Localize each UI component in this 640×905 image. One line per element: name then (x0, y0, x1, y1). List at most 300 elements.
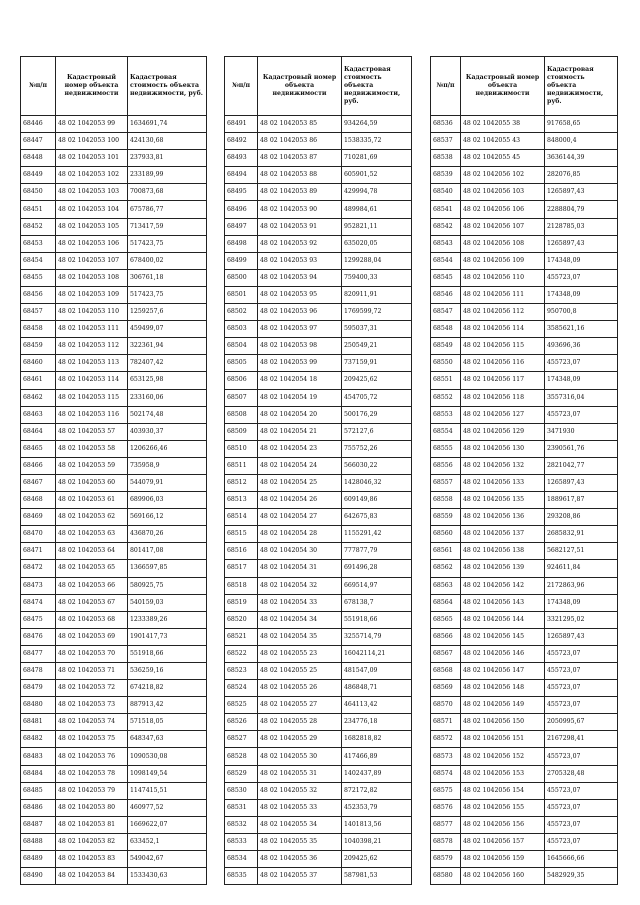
row-number: 68453 (21, 235, 56, 252)
header-cadastral-number: Кадастровый номер объекта недвижимости (258, 57, 342, 116)
table-row (225, 372, 412, 389)
cadastral-value: 1634691,74 (128, 116, 207, 133)
cadastral-number: 48 02 1042056 147 (461, 663, 545, 680)
cadastral-number: 48 02 1042056 112 (461, 304, 545, 321)
cadastral-number: 48 02 1042056 153 (461, 765, 545, 782)
row-number: 68558 (431, 492, 461, 509)
row-number: 68565 (431, 611, 461, 628)
cadastral-number: 48 02 1042053 107 (56, 252, 128, 269)
cadastral-value: 737159,91 (342, 355, 412, 372)
row-number: 68448 (21, 150, 56, 167)
cadastral-number: 48 02 1042053 91 (258, 218, 342, 235)
table-row (21, 816, 207, 833)
table-row (21, 235, 207, 252)
table-row (225, 218, 412, 235)
cadastral-number: 48 02 1042056 137 (461, 526, 545, 543)
cadastral-number: 48 02 1042053 89 (258, 184, 342, 201)
row-number: 68488 (21, 833, 56, 850)
cadastral-value: 1040398,21 (342, 833, 412, 850)
cadastral-number: 48 02 1042056 114 (461, 321, 545, 338)
cadastral-value: 1769599,72 (342, 304, 412, 321)
cadastral-value: 675786,77 (128, 201, 207, 218)
header-cadastral-value: Кадастровая стоимость объекта недвижимости, руб. (545, 57, 618, 116)
row-number: 68537 (431, 133, 461, 150)
cadastral-value: 455723,07 (545, 269, 618, 286)
row-number: 68494 (225, 167, 258, 184)
row-number: 68459 (21, 338, 56, 355)
cadastral-number: 48 02 1042053 108 (56, 269, 128, 286)
cadastral-number: 48 02 1042053 72 (56, 680, 128, 697)
table-row (225, 543, 412, 560)
cadastral-number: 48 02 1042053 112 (56, 338, 128, 355)
cadastral-number: 48 02 1042055 23 (258, 645, 342, 662)
cadastral-value: 455723,07 (545, 355, 618, 372)
cadastral-number: 48 02 1042056 138 (461, 543, 545, 560)
row-number: 68556 (431, 457, 461, 474)
table-row (431, 782, 618, 799)
table-row (431, 645, 618, 662)
table-row (225, 594, 412, 611)
table-row (225, 321, 412, 338)
cadastral-value: 455723,07 (545, 816, 618, 833)
cadastral-value: 653125,98 (128, 372, 207, 389)
cadastral-value: 872172,82 (342, 782, 412, 799)
table-row (21, 851, 207, 868)
cadastral-value: 455723,07 (545, 799, 618, 816)
cadastral-number: 48 02 1042054 24 (258, 457, 342, 474)
cadastral-value: 517423,75 (128, 235, 207, 252)
cadastral-value: 481547,09 (342, 663, 412, 680)
row-number: 68470 (21, 526, 56, 543)
cadastral-number: 48 02 1042053 106 (56, 235, 128, 252)
row-number: 68495 (225, 184, 258, 201)
row-number: 68518 (225, 577, 258, 594)
cadastral-value: 924611,84 (545, 560, 618, 577)
row-number: 68449 (21, 167, 56, 184)
row-number: 68574 (431, 765, 461, 782)
row-number: 68509 (225, 423, 258, 440)
cadastral-number: 48 02 1042054 28 (258, 526, 342, 543)
row-number: 68571 (431, 714, 461, 731)
row-number: 68455 (21, 269, 56, 286)
row-number: 68481 (21, 714, 56, 731)
cadastral-number: 48 02 1042055 27 (258, 697, 342, 714)
cadastral-number: 48 02 1042056 110 (461, 269, 545, 286)
table-row (431, 116, 618, 133)
cadastral-value: 237933,81 (128, 150, 207, 167)
cadastral-number: 48 02 1042056 116 (461, 355, 545, 372)
cadastral-value: 820911,91 (342, 286, 412, 303)
table-row (21, 594, 207, 611)
table-row (431, 628, 618, 645)
cadastral-number: 48 02 1042056 115 (461, 338, 545, 355)
cadastral-value: 454705,72 (342, 389, 412, 406)
table-row (225, 765, 412, 782)
row-number: 68514 (225, 509, 258, 526)
cadastral-value: 2288804,79 (545, 201, 618, 218)
row-number: 68546 (431, 286, 461, 303)
table-row (431, 611, 618, 628)
row-number: 68458 (21, 321, 56, 338)
table-row (21, 218, 207, 235)
row-number: 68507 (225, 389, 258, 406)
cadastral-value: 710281,69 (342, 150, 412, 167)
row-number: 68545 (431, 269, 461, 286)
cadastral-value: 16042114,21 (342, 645, 412, 662)
cadastral-number: 48 02 1042056 151 (461, 731, 545, 748)
cadastral-number: 48 02 1042054 32 (258, 577, 342, 594)
row-number: 68454 (21, 252, 56, 269)
row-number: 68521 (225, 628, 258, 645)
cadastral-number: 48 02 1042053 70 (56, 645, 128, 662)
cadastral-value: 493696,36 (545, 338, 618, 355)
row-number: 68520 (225, 611, 258, 628)
table-row (431, 851, 618, 868)
table-row (225, 714, 412, 731)
cadastral-value: 455723,07 (545, 782, 618, 799)
cadastral-number: 48 02 1042056 109 (461, 252, 545, 269)
cadastral-value: 536259,16 (128, 663, 207, 680)
row-number: 68561 (431, 543, 461, 560)
cadastral-number: 48 02 1042053 76 (56, 748, 128, 765)
row-number: 68501 (225, 286, 258, 303)
row-number: 68508 (225, 406, 258, 423)
row-number: 68563 (431, 577, 461, 594)
cadastral-value: 648347,63 (128, 731, 207, 748)
cadastral-value: 605901,52 (342, 167, 412, 184)
header-number: №п/п (21, 57, 56, 116)
cadastral-value: 735958,9 (128, 457, 207, 474)
table-row (225, 748, 412, 765)
cadastral-table-1 (20, 56, 207, 885)
cadastral-number: 48 02 1042055 28 (258, 714, 342, 731)
cadastral-value: 233189,99 (128, 167, 207, 184)
cadastral-value: 595037,31 (342, 321, 412, 338)
cadastral-value: 580925,75 (128, 577, 207, 594)
cadastral-value: 403930,37 (128, 423, 207, 440)
row-number: 68447 (21, 133, 56, 150)
table-row (431, 286, 618, 303)
cadastral-value: 1206266,46 (128, 440, 207, 457)
cadastral-number: 48 02 1042056 157 (461, 833, 545, 850)
cadastral-number: 48 02 1042053 82 (56, 833, 128, 850)
cadastral-number: 48 02 1042053 86 (258, 133, 342, 150)
row-number: 68541 (431, 201, 461, 218)
table-row (225, 150, 412, 167)
cadastral-number: 48 02 1042053 79 (56, 782, 128, 799)
row-number: 68562 (431, 560, 461, 577)
row-number: 68451 (21, 201, 56, 218)
cadastral-number: 48 02 1042055 26 (258, 680, 342, 697)
cadastral-number: 48 02 1042054 26 (258, 492, 342, 509)
table-row (225, 577, 412, 594)
table-header-row (225, 57, 412, 116)
cadastral-number: 48 02 1042056 144 (461, 611, 545, 628)
table-row (431, 663, 618, 680)
table-row (225, 286, 412, 303)
table-row (21, 714, 207, 731)
cadastral-value: 1533430,63 (128, 868, 207, 885)
row-number: 68515 (225, 526, 258, 543)
table-row (225, 133, 412, 150)
cadastral-number: 48 02 1042053 98 (258, 338, 342, 355)
table-row (431, 594, 618, 611)
cadastral-value: 689906,03 (128, 492, 207, 509)
row-number: 68506 (225, 372, 258, 389)
row-number: 68498 (225, 235, 258, 252)
cadastral-number: 48 02 1042053 90 (258, 201, 342, 218)
table-row (21, 321, 207, 338)
row-number: 68553 (431, 406, 461, 423)
table-row (225, 560, 412, 577)
cadastral-value: 887913,42 (128, 697, 207, 714)
row-number: 68536 (431, 116, 461, 133)
cadastral-value: 1299288,04 (342, 252, 412, 269)
table-row (225, 851, 412, 868)
row-number: 68464 (21, 423, 56, 440)
table-row (431, 868, 618, 885)
table-row (431, 697, 618, 714)
row-number: 68460 (21, 355, 56, 372)
table-row (225, 833, 412, 850)
cadastral-value: 1402437,89 (342, 765, 412, 782)
row-number: 68539 (431, 167, 461, 184)
table-row (21, 167, 207, 184)
cadastral-number: 48 02 1042055 25 (258, 663, 342, 680)
row-number: 68446 (21, 116, 56, 133)
cadastral-value: 549042,67 (128, 851, 207, 868)
table-row (431, 748, 618, 765)
cadastral-number: 48 02 1042053 88 (258, 167, 342, 184)
table-row (21, 474, 207, 491)
row-number: 68517 (225, 560, 258, 577)
cadastral-value: 2172863,96 (545, 577, 618, 594)
row-number: 68568 (431, 663, 461, 680)
row-number: 68503 (225, 321, 258, 338)
cadastral-number: 48 02 1042053 93 (258, 252, 342, 269)
row-number: 68474 (21, 594, 56, 611)
row-number: 68554 (431, 423, 461, 440)
table-row (225, 663, 412, 680)
row-number: 68544 (431, 252, 461, 269)
table-row (431, 355, 618, 372)
table-row (225, 440, 412, 457)
cadastral-value: 777877,79 (342, 543, 412, 560)
cadastral-number: 48 02 1042055 33 (258, 799, 342, 816)
row-number: 68567 (431, 645, 461, 662)
row-number: 68493 (225, 150, 258, 167)
cadastral-number: 48 02 1042053 101 (56, 150, 128, 167)
cadastral-value: 464113,42 (342, 697, 412, 714)
cadastral-number: 48 02 1042054 27 (258, 509, 342, 526)
row-number: 68559 (431, 509, 461, 526)
cadastral-number: 48 02 1042056 106 (461, 201, 545, 218)
row-number: 68577 (431, 816, 461, 833)
table-row (225, 680, 412, 697)
cadastral-number: 48 02 1042054 19 (258, 389, 342, 406)
row-number: 68461 (21, 372, 56, 389)
table-row (21, 372, 207, 389)
table-row (21, 389, 207, 406)
table-row (21, 304, 207, 321)
header-cadastral-number: Кадастровый номер объекта недвижимости (56, 57, 128, 116)
cadastral-value: 952821,11 (342, 218, 412, 235)
row-number: 68529 (225, 765, 258, 782)
cadastral-number: 48 02 1042053 67 (56, 594, 128, 611)
table-row (431, 321, 618, 338)
cadastral-number: 48 02 1042053 92 (258, 235, 342, 252)
table-row (225, 304, 412, 321)
table-row (431, 167, 618, 184)
cadastral-value: 934264,59 (342, 116, 412, 133)
row-number: 68478 (21, 663, 56, 680)
cadastral-value: 551918,66 (342, 611, 412, 628)
row-number: 68542 (431, 218, 461, 235)
table-row (431, 338, 618, 355)
cadastral-value: 209425,62 (342, 851, 412, 868)
row-number: 68467 (21, 474, 56, 491)
cadastral-value: 3321295,02 (545, 611, 618, 628)
row-number: 68576 (431, 799, 461, 816)
cadastral-number: 48 02 1042056 107 (461, 218, 545, 235)
row-number: 68573 (431, 748, 461, 765)
table-row (225, 645, 412, 662)
cadastral-number: 48 02 1042053 102 (56, 167, 128, 184)
row-number: 68475 (21, 611, 56, 628)
row-number: 68483 (21, 748, 56, 765)
table-row (225, 423, 412, 440)
cadastral-value: 452353,79 (342, 799, 412, 816)
cadastral-value: 489984,61 (342, 201, 412, 218)
table-row (21, 355, 207, 372)
row-number: 68502 (225, 304, 258, 321)
cadastral-value: 759400,33 (342, 269, 412, 286)
cadastral-value: 233160,06 (128, 389, 207, 406)
cadastral-value: 1233389,26 (128, 611, 207, 628)
cadastral-value: 678400,02 (128, 252, 207, 269)
cadastral-number: 48 02 1042053 73 (56, 697, 128, 714)
row-number: 68466 (21, 457, 56, 474)
cadastral-number: 48 02 1042055 32 (258, 782, 342, 799)
cadastral-number: 48 02 1042053 80 (56, 799, 128, 816)
cadastral-number: 48 02 1042056 148 (461, 680, 545, 697)
cadastral-number: 48 02 1042054 30 (258, 543, 342, 560)
cadastral-number: 48 02 1042054 31 (258, 560, 342, 577)
cadastral-value: 3636144,39 (545, 150, 618, 167)
cadastral-number: 48 02 1042053 58 (56, 440, 128, 457)
cadastral-number: 48 02 1042053 64 (56, 543, 128, 560)
cadastral-value: 1366597,85 (128, 560, 207, 577)
cadastral-number: 48 02 1042055 31 (258, 765, 342, 782)
table-row (225, 697, 412, 714)
table-row (225, 611, 412, 628)
cadastral-value: 322361,94 (128, 338, 207, 355)
header-cadastral-number: Кадастровый номер объекта недвижимости (461, 57, 545, 116)
cadastral-number: 48 02 1042053 116 (56, 406, 128, 423)
header-cadastral-value: Кадастровая стоимость объекта недвижимости, руб. (342, 57, 412, 116)
table-row (21, 150, 207, 167)
row-number: 68497 (225, 218, 258, 235)
cadastral-value: 587981,53 (342, 868, 412, 885)
table-row (431, 680, 618, 697)
table-row (225, 731, 412, 748)
cadastral-number: 48 02 1042053 81 (56, 816, 128, 833)
cadastral-number: 48 02 1042056 132 (461, 457, 545, 474)
cadastral-value: 569166,12 (128, 509, 207, 526)
cadastral-value: 2821042,77 (545, 457, 618, 474)
cadastral-number: 48 02 1042055 29 (258, 731, 342, 748)
cadastral-value: 455723,07 (545, 833, 618, 850)
cadastral-number: 48 02 1042053 103 (56, 184, 128, 201)
cadastral-number: 48 02 1042056 111 (461, 286, 545, 303)
cadastral-table-3 (430, 56, 618, 885)
cadastral-number: 48 02 1042056 130 (461, 440, 545, 457)
cadastral-value: 500176,29 (342, 406, 412, 423)
row-number: 68572 (431, 731, 461, 748)
cadastral-number: 48 02 1042053 96 (258, 304, 342, 321)
cadastral-value: 674218,82 (128, 680, 207, 697)
cadastral-number: 48 02 1042053 61 (56, 492, 128, 509)
row-number: 68511 (225, 457, 258, 474)
cadastral-number: 48 02 1042053 85 (258, 116, 342, 133)
row-number: 68465 (21, 440, 56, 457)
cadastral-number: 48 02 1042053 84 (56, 868, 128, 885)
row-number: 68486 (21, 799, 56, 816)
row-number: 68531 (225, 799, 258, 816)
row-number: 68560 (431, 526, 461, 543)
table-header-row (21, 57, 207, 116)
table-row (225, 782, 412, 799)
row-number: 68543 (431, 235, 461, 252)
row-number: 68550 (431, 355, 461, 372)
table-row (225, 816, 412, 833)
row-number: 68500 (225, 269, 258, 286)
row-number: 68479 (21, 680, 56, 697)
table-row (431, 406, 618, 423)
cadastral-number: 48 02 1042056 127 (461, 406, 545, 423)
cadastral-number: 48 02 1042056 133 (461, 474, 545, 491)
row-number: 68549 (431, 338, 461, 355)
table-row (225, 252, 412, 269)
row-number: 68528 (225, 748, 258, 765)
table-row (21, 680, 207, 697)
cadastral-value: 1669622,07 (128, 816, 207, 833)
row-number: 68579 (431, 851, 461, 868)
table-row (21, 509, 207, 526)
table-body (225, 116, 412, 885)
table-row (21, 765, 207, 782)
cadastral-value: 3471930 (545, 423, 618, 440)
cadastral-value: 174348,09 (545, 594, 618, 611)
cadastral-number: 48 02 1042056 146 (461, 645, 545, 662)
cadastral-number: 48 02 1042055 45 (461, 150, 545, 167)
table-row (21, 560, 207, 577)
cadastral-value: 642675,83 (342, 509, 412, 526)
row-number: 68534 (225, 851, 258, 868)
cadastral-value: 801417,08 (128, 543, 207, 560)
row-number: 68555 (431, 440, 461, 457)
table-header-row (431, 57, 618, 116)
cadastral-value: 1265897,43 (545, 628, 618, 645)
table-row (21, 286, 207, 303)
cadastral-number: 48 02 1042053 105 (56, 218, 128, 235)
cadastral-number: 48 02 1042053 104 (56, 201, 128, 218)
header-number: №п/п (431, 57, 461, 116)
cadastral-number: 48 02 1042056 145 (461, 628, 545, 645)
cadastral-value: 417466,89 (342, 748, 412, 765)
table-row (225, 457, 412, 474)
cadastral-value: 3255714,79 (342, 628, 412, 645)
